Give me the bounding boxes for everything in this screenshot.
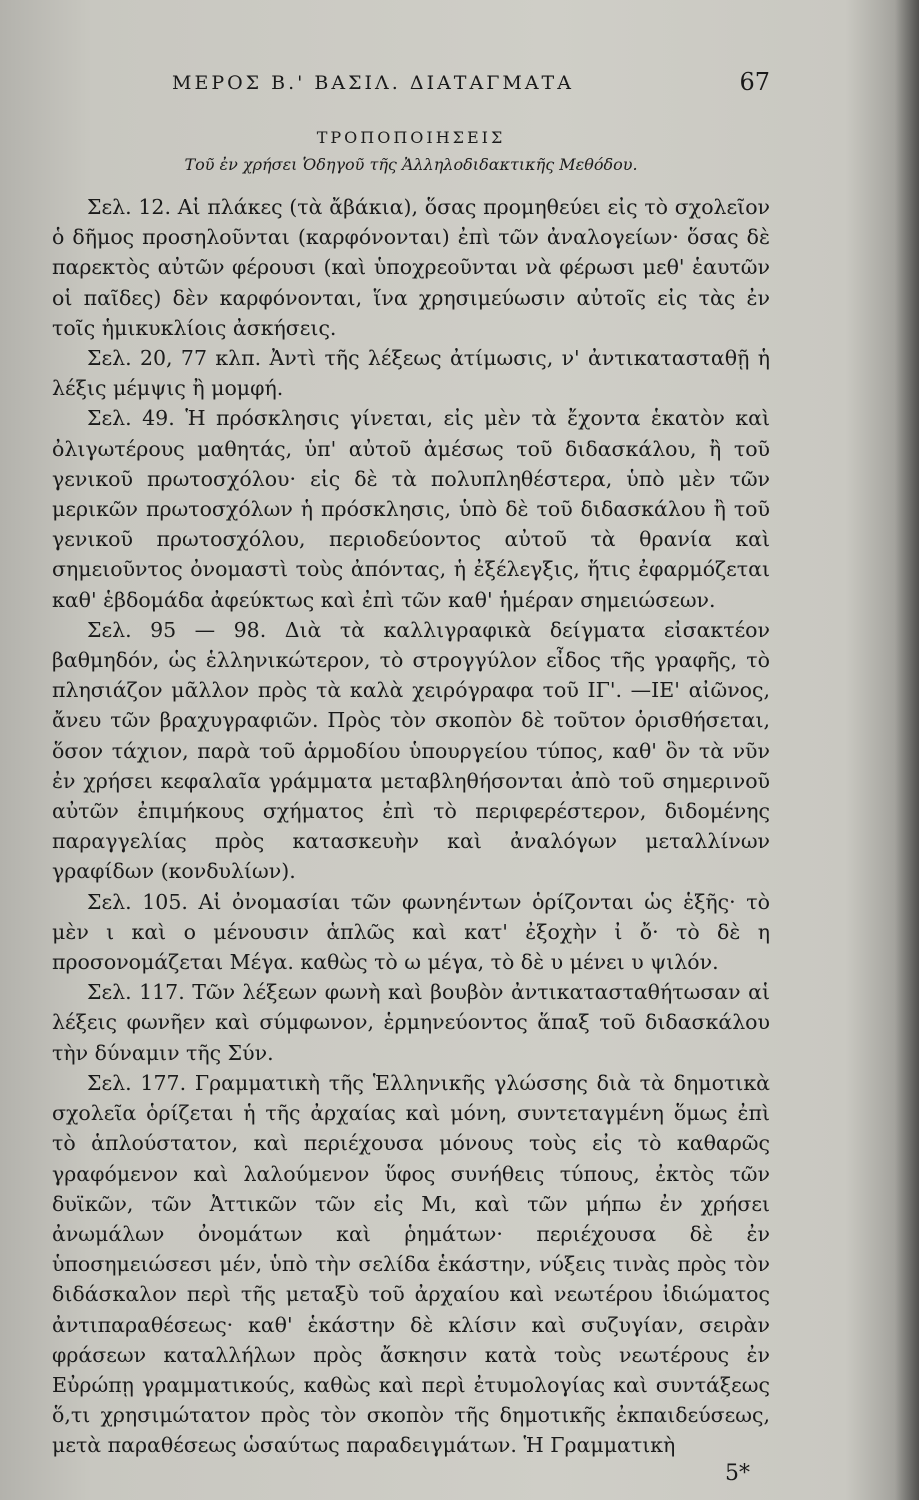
paragraph-sel-12: Σελ. 12. Αἱ πλάκες (τὰ ἄβάκια), ὅσας προμηθεύει εἰς τὸ σχολεῖον ὁ δῆμος προσηλοῦνται (καρφόνονται) ἐπὶ τῶν ἀναλογείων· ὅσας δὲ παρεκτὸς αὐτῶν φέρουσι (καὶ ὑποχρεοῦνται νὰ φέρωσι μεθ' ἑαυτῶν οἱ παῖδες) δὲν καρφόνονται, ἵνα χρησιμεύωσιν αὐτοῖς εἰς τὰς ἐν τοῖς ἡμικυκλίοις ἀσκήσεις. xyxy=(52,195,770,340)
paragraph-sel-105: Σελ. 105. Αἱ ὀνομασίαι τῶν φωνηέντων ὁρίζονται ὡς ἑξῆς· τὸ μὲν ι καὶ ο μένουσιν ἁπλῶς καὶ κατ' ἐξοχὴν ἰ ὄ· τὸ δὲ η προσονομάζεται Μέγα. καθὼς τὸ ω μέγα, τὸ δὲ υ μένει υ ψιλόν. xyxy=(52,889,770,975)
paragraph-sel-177: Σελ. 177. Γραμματικὴ τῆς Ἑλληνικῆς γλώσσης διὰ τὰ δημοτικὰ σχολεῖα ὁρίζεται ἡ τῆς ἀρχαίας καὶ μόνη, συντεταγμένη ὅμως ἐπὶ τὸ ἁπλούστατον, καὶ περιέχουσα μόνους τοὺς εἰς τὸ καθαρῶς γραφόμενον καὶ λαλούμενον ὕφος συνήθεις τύπους, ἐκτὸς τῶν δυϊκῶν, τῶν Ἀττικῶν τῶν εἰς Μι, καὶ τῶν μήπω ἐν χρήσει ἀνωμάλων ὀνομάτων καὶ ῥημάτων· περιέχουσα δὲ ἐν ὑποσημειώσεσι μέν, ὑπὸ τὴν σελίδα ἑκάστην, νύξεις τινὰς πρὸς τὸν διδάσκαλον περὶ τῆς μεταξὺ τοῦ ἀρχαίου καὶ νεωτέρου ἰδιώματος ἀντιπαραθέσεως· καθ' ἑκάστην δὲ κλίσιν καὶ συζυγίαν, σειρὰν φράσεων καταλλήλων πρὸς ἄσκησιν κατὰ τοὺς νεωτέρους ἐν Εὐρώπῃ γραμματικούς, καθὼς καὶ περὶ ἐτυμολογίας καὶ συντάξεως ὅ,τι χρησιμώτατον πρὸς τὸν σκοπὸν τῆς δημοτικῆς ἐκπαιδεύσεως, μετὰ παραθέσεως ὡσαύτως παραδειγμάτων. Ἡ Γραμματικὴ xyxy=(52,1070,770,1458)
signature-mark: 5* xyxy=(725,1460,750,1486)
page-number: 67 xyxy=(739,68,770,96)
running-head: ΜΕΡΟΣ Β.' ΒΑΣΙΛ. ΔΙΑΤΑΓΜΑΤΑ xyxy=(172,72,574,94)
section-subtitle: Τοῦ ἐν χρήσει Ὁδηγοῦ τῆς Ἀλληλοδιδακτικῆς Μεθόδου. xyxy=(184,155,638,174)
paragraph-sel-117: Σελ. 117. Τῶν λέξεων φωνὴ καὶ βουβὸν ἀντικατασταθήτωσαν αἱ λέξεις φωνῆεν καὶ σύμφωνον, ἑρμηνεύοντος ἅπαξ τοῦ διδασκάλου τὴν δύναμιν τῆς Σύν. xyxy=(52,980,770,1065)
page-header xyxy=(52,62,770,102)
section-title: ΤΡΟΠΟΠΟΙΗΣΕΙΣ xyxy=(316,128,506,147)
paragraph-sel-95: Σελ. 95 — 98. Διὰ τὰ καλλιγραφικὰ δείγματα εἰσακτέον βαθμηδόν, ὡς ἑλληνικώτερον, τὸ στρογγύλον εἶδος τῆς γραφῆς, τὸ πλησιάζον μᾶλλον πρὸς τὰ καλὰ χειρόγραφα τοῦ ΙΓ'. —ΙΕ' αἰῶνος, ἄνευ τῶν βραχυγραφιῶν. Πρὸς τὸν σκοπὸν δὲ τοῦτον ὁρισθήσεται, ὅσον τάχιον, παρὰ τοῦ ἁρμοδίου ὑπουργείου τύπος, καθ' ὃν τὰ νῦν ἐν χρήσει κεφαλαῖα γράμματα μεταβληθήσονται ἀπὸ τοῦ σημερινοῦ αὐτῶν ἐπιμήκους σχήματος ἐπὶ τὸ περιφερέστερον, διδομένης παραγγελίας πρὸς κατασκευὴν καὶ ἀναλόγων μεταλλίνων γραφίδων (κονδυλίων). xyxy=(52,617,770,884)
paragraph-sel-49: Σελ. 49. Ἡ πρόσκλησις γίνεται, εἰς μὲν τὰ ἔχοντα ἑκατὸν καὶ ὀλιγωτέρους μαθητάς, ὑπ' αὐτοῦ ἀμέσως τοῦ διδασκάλου, ἢ τοῦ γενικοῦ πρωτοσχόλου· εἰς δὲ τὰ πολυπληθέστερα, ὑπὸ μὲν τῶν μερικῶν πρωτοσχόλων ἡ πρόσκλησις, ὑπὸ δὲ τοῦ διδασκάλου ἢ τοῦ γενικοῦ πρωτοσχόλου, περιοδεύοντος αὐτοῦ τὰ θρανία καὶ σημειοῦντος ὀνομαστὶ τοὺς ἀπόντας, ἡ ἐξέλεγξις, ἥτις ἐφαρμόζεται καθ' ἑβδομάδα ἀφεύκτως καὶ ἐπὶ τῶν καθ' ἡμέραν σημειώσεων. xyxy=(52,406,770,612)
paragraph-sel-20: Σελ. 20, 77 κλπ. Ἀντὶ τῆς λέξεως ἀτίμωσις, ν' ἀντικατασταθῇ ἡ λέξις μέμψις ἢ μομφή. xyxy=(52,346,770,401)
page-edge-shadow xyxy=(895,0,919,1500)
page-content xyxy=(52,62,770,1486)
body-text xyxy=(52,192,770,1461)
